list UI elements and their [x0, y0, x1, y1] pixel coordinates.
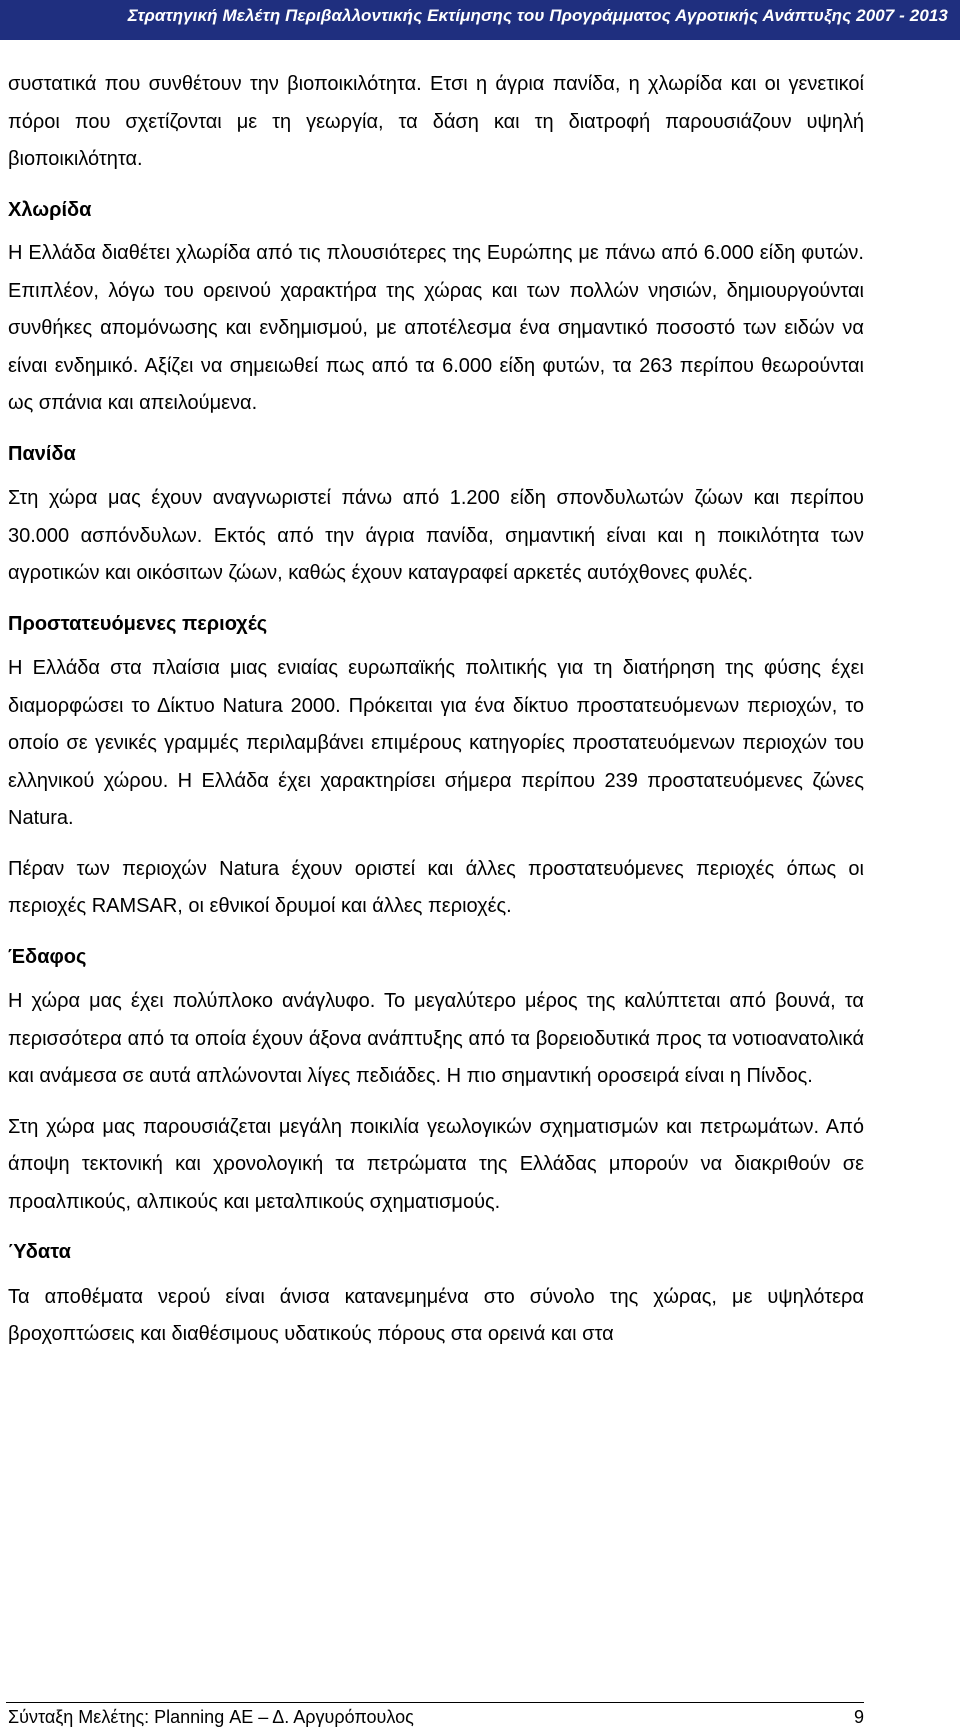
- protected-areas-heading: Προστατευόμενες περιοχές: [8, 612, 268, 635]
- soil-heading: Έδαφος: [8, 945, 87, 968]
- page-number: 9: [853, 1707, 864, 1727]
- header-title: Στρατηγική Μελέτη Περιβαλλοντικής Εκτίμησης του Προγράμματος Αγροτικής Ανάπτυξης 2007 - 2013: [127, 6, 948, 25]
- fauna-paragraph: Στη χώρα μας έχουν αναγνωριστεί πάνω από 1.200 είδη σπονδυλωτών ζώων και περίπου 30.000 ασπόνδυλων. Εκτός από την άγρια πανίδα, σημαντική είναι και η ποικιλότητα των αγροτικών και οικόσιτων ζώων, καθώς έχουν καταγραφεί αρκετές αυτόχθονες φυλές.: [8, 487, 864, 584]
- water-heading: Ύδατα: [8, 1241, 71, 1263]
- soil-paragraph-1: Η χώρα μας έχει πολύπλοκο ανάγλυφο. Το μεγαλύτερο μέρος της καλύπτεται από βουνά, τα περισσότερα από τα οποία έχουν άξονα ανάπτυξης από τα βορειοδυτικά προς τα νοτιοανατολικά και ανάμεσα σε αυτά απλώνονται λίγες πεδιάδες. Η πιο σημαντική οροσειρά είναι η Πίνδος.: [8, 990, 864, 1087]
- footer-credits: Σύνταξη Μελέτης: Planning ΑΕ – Δ. Αργυρόπουλος: [8, 1707, 414, 1727]
- protected-areas-paragraph-2: Πέραν των περιοχών Natura έχουν οριστεί και άλλες προστατευόμενες περιοχές όπως οι περιοχές RAMSAR, οι εθνικοί δρυμοί και άλλες περιοχές.: [8, 857, 864, 917]
- soil-paragraph-2: Στη χώρα μας παρουσιάζεται μεγάλη ποικιλία γεωλογικών σχηματισμών και πετρωμάτων. Από άποψη τεκτονική και χρονολογική τα πετρώματα της Ελλάδας μπορούν να διακριθούν σε προαλπικούς, αλπικούς και μεταλπικούς σχηματισμούς.: [8, 1115, 864, 1213]
- page-header: [0, 0, 960, 40]
- flora-heading: Χλωρίδα: [8, 198, 92, 221]
- fauna-heading: Πανίδα: [8, 442, 76, 465]
- intro-paragraph: συστατικά που συνθέτουν την βιοποικιλότητα. Ετσι η άγρια πανίδα, η χλωρίδα και οι γενετικοί πόροι που σχετίζονται με τη γεωργία, τα δάση και τη διατροφή παρουσιάζουν υψηλή βιοποικιλότητα.: [8, 73, 864, 170]
- flora-paragraph: Η Ελλάδα διαθέτει χλωρίδα από τις πλουσιότερες της Ευρώπης με πάνω από 6.000 είδη φυτών. Επιπλέον, λόγω του ορεινού χαρακτήρα της χώρας και των πολλών νησιών, δημιουργούνται συνθήκες απομόνωσης και ενδημισμού, με αποτέλεσμα ένα σημαντικό ποσοστό των ειδών να είναι ενδημικό. Αξίζει να σημειωθεί πως από τα 6.000 είδη φυτών, τα 263 περίπου θεωρούνται ως σπάνια και απειλούμενα.: [8, 242, 864, 414]
- document-body: [8, 66, 864, 1354]
- protected-areas-paragraph-1: Η Ελλάδα στα πλαίσια μιας ενιαίας ευρωπαϊκής πολιτικής για τη διατήρηση της φύσης έχει διαμορφώσει το Δίκτυο Natura 2000. Πρόκειται για ένα δίκτυο προστατευόμενων περιοχών, το οποίο σε γενικές γραμμές περιλαμβάνει επιμέρους κατηγορίες προστατευόμενων περιοχών του ελληνικού χώρου. Η Ελλάδα έχει χαρακτηρίσει σήμερα περίπου 239 προστατευόμενες ζώνες Natura.: [8, 657, 864, 829]
- footer-divider: [6, 1702, 864, 1703]
- water-paragraph: Τα αποθέματα νερού είναι άνισα κατανεμημένα στο σύνολο της χώρας, με υψηλότερα βροχοπτώσεις και διαθέσιμους υδατικούς πόρους στα ορεινά και στα: [8, 1285, 864, 1345]
